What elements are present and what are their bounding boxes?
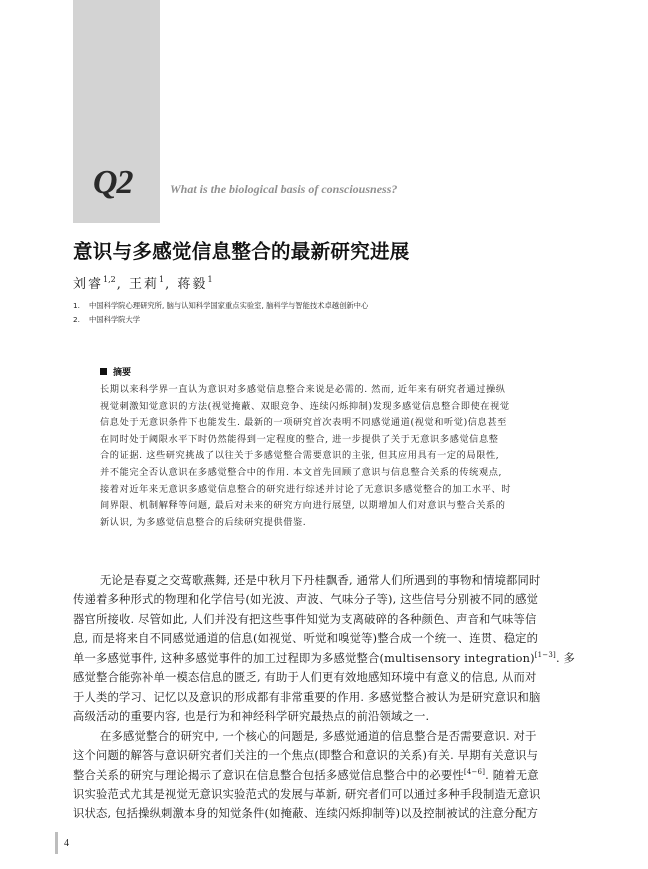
author-affil-mark: 1 [159,275,165,284]
body-line-text: . 多 [555,651,576,665]
body-line [73,630,538,646]
square-bullet-icon [100,368,107,375]
body-line [73,689,540,705]
affiliation-number: 2. [73,315,80,324]
body-line [73,786,540,802]
body-line [73,650,575,666]
body-line-text: 传递着多种形式的物理和化学信号(如光波、声波、气味分子等), 这些信号分别被不同的感觉 [73,593,539,607]
author-separator: , [116,277,123,292]
page-number-bar [55,832,58,854]
body-line [73,611,537,627]
body-line [100,572,541,588]
body-line [73,805,538,821]
body-line-text: 识实验范式尤其是视觉无意识实验范式的发展与革新, 研究者们可以通过多种手段制造无意识 [73,787,541,801]
abstract-line: 视觉刺激知觉意识的方法(视觉掩蔽、双眼竞争、连续闪烁抑制)发现多感觉信息整合即使在视觉 [100,400,510,412]
article-title: 意识与多感觉信息整合的最新研究进展 [73,240,410,263]
body-line-text: 无论是春夏之交莺歌燕舞, 还是中秋月下丹桂飘香, 通常人们所遇到的事物和情境都同时 [100,574,541,587]
affiliation-text: 中国科学院大学 [89,315,141,324]
body-line [73,747,538,763]
author-name: 蒋毅 [177,277,208,292]
body-line-text: 于人类的学习、记忆以及意识的形成都有非常重要的作用. 多感觉整合被认为是研究意识和脑 [73,690,541,704]
abstract-line: 新认识, 为多感觉信息整合的后续研究提供借鉴. [100,516,307,528]
body-line-text: 这个问题的解答与意识研究者们关注的一个焦点(即整合和意识的关系)有关. 早期有关意识与 [73,749,539,763]
page-number: 4 [64,838,69,849]
body-line-text: 息, 而是将来自不同感觉通道的信息(如视觉、听觉和嗅觉等)整合成一个统一、连贯、稳定的 [73,632,539,646]
citation-mark: [1−3] [534,650,556,659]
body-line-text: 识状态, 包括操纵刺激本身的知觉条件(如掩蔽、连续闪烁抑制等)以及控制被试的注意分配方 [73,807,539,821]
author-affil-mark: 1,2 [103,275,116,284]
body-line-text: 感觉整合能弥补单一模态信息的匮乏, 有助于人们更有效地感知环境中有意义的信息, 从而对 [73,671,537,685]
author-affil-mark: 1 [207,275,213,284]
body-line-text: 单一多感觉事件, 这种多感觉事件的加工过程即为多感觉整合(multisensory integration) [73,651,535,665]
body-line-text: 器官所接收. 尽管如此, 人们并没有把这些事件知觉为支离破碎的各种颜色、声音和气味等信 [73,612,537,626]
body-line-text: 高级活动的重要内容, 也是行为和神经科学研究最热点的前沿领域之一. [73,710,430,724]
body-line-text: 整合关系的研究与理论揭示了意识在信息整合包括多感觉信息整合中的必要性 [73,768,464,782]
author-list [73,273,214,292]
question-label: Q2 [93,164,133,201]
affiliation-number: 1. [73,301,80,310]
body-line [100,728,537,744]
body-line [73,708,429,724]
author-separator: , [165,277,172,292]
abstract-heading: 摘要 [100,365,131,378]
abstract-line: 并不能完全否认意识在多感觉整合中的作用. 本文首先回顾了意识与信息整合关系的传统观点, [100,467,503,478]
affiliation-text: 中国科学院心理研究所, 脑与认知科学国家重点实验室, 脑科学与智能技术卓越创新中心 [89,301,369,310]
abstract-line: 在同时处于阈限水平下时仍然能得到一定程度的整合, 进一步提供了关于无意识多感觉信息整 [100,433,499,445]
abstract-line: 合的证据. 这些研究挑战了以往关于多感觉整合需要意识的主张, 但其应用具有一定的局限性, [100,450,500,462]
abstract-line: 长期以来科学界一直认为意识对多感觉信息整合来说是必需的. 然而, 近年来有研究者通过操纵 [100,384,506,395]
body-line [73,591,538,607]
question-text: What is the biological basis of consciousness? [170,182,398,196]
author-name: 王莉 [129,277,160,292]
abstract-line: 接着对近年来无意识多感觉信息整合的研究进行综述并讨论了无意识多感觉整合的加工水平、时 [100,483,512,495]
body-line-text: . 随着无意 [485,768,539,782]
affiliation [73,315,140,325]
author-name: 刘睿 [73,277,104,292]
body-line [73,669,537,685]
affiliation [73,301,368,311]
citation-mark: [4−6] [463,767,486,776]
abstract-line: 间界限、机制解释等问题, 最后对未来的研究方向进行展望, 以期增加人们对意识与整合关系的 [100,500,506,512]
body-line-text: 在多感觉整合的研究中, 一个核心的问题是, 多感觉通道的信息整合是否需要意识. 对于 [100,729,537,743]
abstract-line: 信息处于无意识条件下也能发生. 最新的一项研究首次表明不同感觉通道(视觉和听觉)信息甚至 [100,417,507,429]
body-line [73,767,539,783]
